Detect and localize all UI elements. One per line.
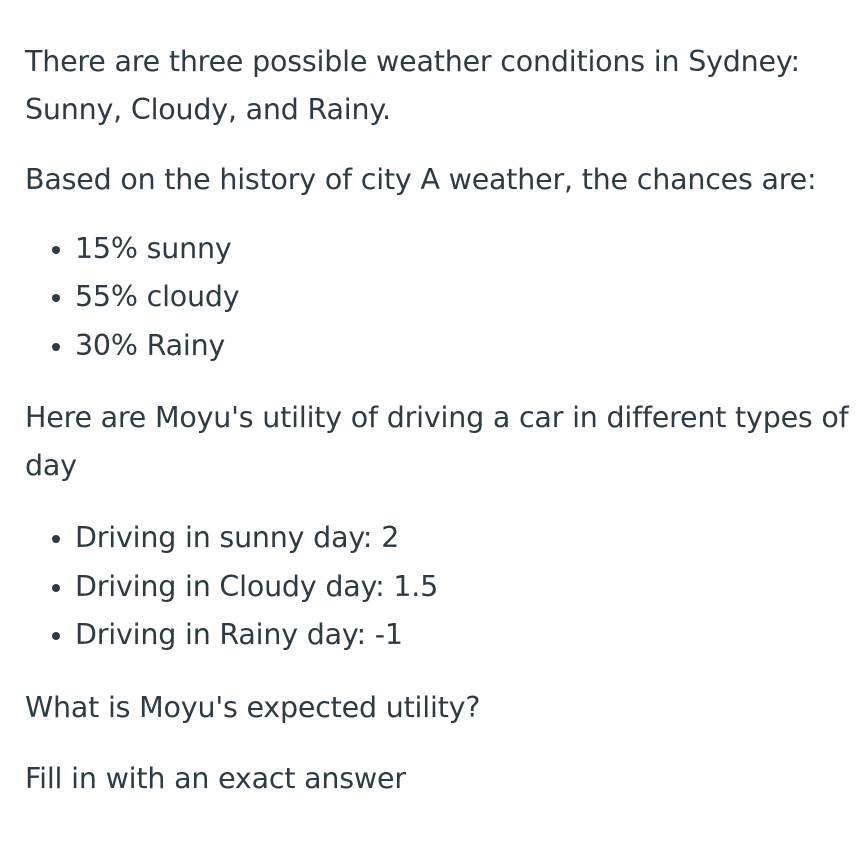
intro-paragraph [25, 38, 863, 133]
list-item [25, 322, 863, 371]
chances-list [25, 225, 863, 371]
intro-line-2: Sunny, Cloudy, and Rainy. [25, 92, 391, 126]
list-item-text: 30% Rainy [75, 328, 226, 362]
list-item [25, 611, 863, 660]
list-item-text: Driving in Cloudy day: 1.5 [75, 569, 439, 603]
bullet-icon [52, 294, 60, 302]
utilities-title-line-1: Here are Moyu's utility of driving a car in different types of [25, 401, 849, 434]
list-item-text: 15% sunny [75, 231, 232, 265]
utilities-list [25, 514, 863, 660]
list-item [25, 563, 863, 612]
bullet-icon [52, 343, 60, 351]
list-item [25, 225, 863, 274]
question-prompt: What is Moyu's expected utility? [25, 690, 481, 724]
answer-instruction: Fill in with an exact answer [25, 762, 406, 795]
utilities-title-line-2: day [25, 448, 77, 482]
intro-line-1: There are three possible weather conditions in Sydney: [25, 45, 800, 78]
bullet-icon [52, 632, 60, 640]
list-item-text: 55% cloudy [75, 280, 240, 313]
bullet-icon [52, 535, 60, 543]
chances-title: Based on the history of city A weather, the chances are: [25, 163, 817, 196]
bullet-icon [52, 246, 60, 254]
list-item [25, 514, 863, 563]
list-item [25, 273, 863, 322]
list-item-text: Driving in Rainy day: -1 [75, 618, 403, 651]
bullet-icon [52, 584, 60, 592]
list-item-text: Driving in sunny day: 2 [75, 521, 400, 554]
utilities-title [25, 394, 863, 489]
